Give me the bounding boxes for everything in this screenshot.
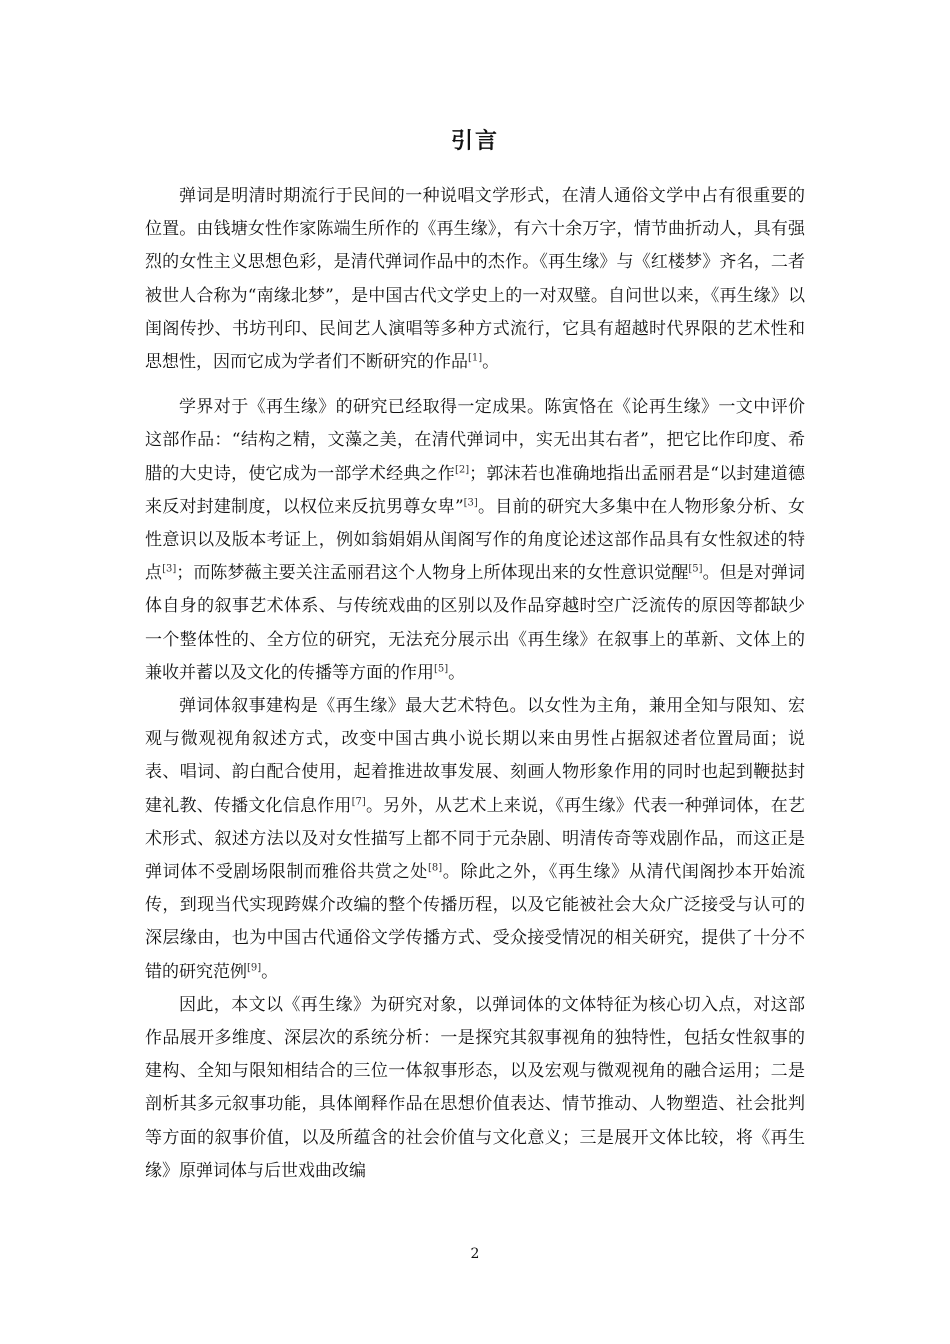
citation-ref[interactable]: [1] xyxy=(468,352,483,364)
text-run: 。目前的研究大多集中在人物形象分析、女性意识以及版本考证上，例如翁娟娟从闺阁写作的角度论述这部作品具有女性叙述的特点 xyxy=(145,496,805,584)
text-run: 。 xyxy=(261,961,279,982)
citation-ref[interactable]: [7] xyxy=(351,796,366,807)
paragraph-2 xyxy=(145,391,805,690)
text-run: 。 xyxy=(448,662,466,683)
citation-ref[interactable]: [2] xyxy=(454,463,470,475)
text-run: 学界对于《再生缘》的研究已经取得一定成果。陈寅恪在《论再生缘》一文中评价这部作品：“结构之精，文藻之美，在清代弹词中，实无出其右者”，把它比作印度、希腊的大史诗，使它成为一部学术经典之作 xyxy=(145,397,805,484)
page-number: 2 xyxy=(470,1246,480,1262)
paragraph-4 xyxy=(145,989,805,1188)
citation-ref[interactable]: [3] xyxy=(463,497,478,509)
text-run: 。除此之外，《再生缘》从清代闺阁抄本开始流传，到现当代实现跨媒介改编的整个传播历程，以及它能被社会大众广泛接受与认可的深层缘由，也为中国古代通俗文学传播方式、受众接受情况的相关研究，提供了十分不错的研究范例 xyxy=(145,862,805,982)
citation-ref[interactable]: [5] xyxy=(688,563,703,575)
paragraph-1 xyxy=(145,180,805,379)
text-run: 弹词体叙事建构是《再生缘》最大艺术特色。以女性为主角，兼用全知与限知、宏观与微观视角叙述方式，改变中国古典小说长期以来由男性占据叙述者位置局面；说表、唱词、韵白配合使用，起着推进故事发展、刻画人物形象作用的同时也起到鞭挞封建礼教、传播文化信息作用 xyxy=(145,696,805,816)
text-run: 。 xyxy=(482,352,500,373)
citation-ref[interactable]: [8] xyxy=(427,862,443,874)
text-run: ；而陈梦薇主要关注孟丽君这个人物身上所体现出来的女性意识觉醒 xyxy=(176,563,689,584)
text-run: 。另外，从艺术上来说，《再生缘》代表一种弹词体，在艺术形式、叙述方法以及对女性描写上都不同于元杂剧、明清传奇等戏剧作品，而这正是弹词体不受剧场限制而雅俗共赏之处 xyxy=(145,795,806,883)
text-run: 弹词是明清时期流行于民间的一种说唱文学形式，在清人通俗文学中占有很重要的位置。由钱塘女性作家陈端生所作的《再生缘》，有六十余万字，情节曲折动人，具有强烈的女性主义思想色彩，是清代弹词作品中的杰作。《再生缘》与《红楼梦》齐名，二者被世人合称为“南缘北梦”，是中国古代文学史上的一对双璧。自问世以来，《再生缘》以闺阁传抄、书坊刊印、民间艺人演唱等多种方式流行，它具有超越时代界限的艺术性和思想性，因而它成为学者们不断研究的作品 xyxy=(145,186,805,373)
section-title: 引言 xyxy=(450,129,499,154)
citation-ref[interactable]: [5] xyxy=(434,663,449,675)
body-text xyxy=(145,180,805,1188)
text-run: ；郭沫若也准确地指出孟丽君是“以封建道德来反对封建制度，以权位来反抗男尊女卑” xyxy=(145,463,805,517)
citation-ref[interactable]: [9] xyxy=(247,962,262,974)
paragraph-3 xyxy=(145,690,805,989)
text-run: 。但是对弹词体自身的叙事艺术体系、与传统戏曲的区别以及作品穿越时空广泛流传的原因等都缺少一个整体性的、全方位的研究，无法充分展示出《再生缘》在叙事上的革新、文体上的兼收并蓄以及文化的传播等方面的作用 xyxy=(145,563,806,683)
text-run: 因此，本文以《再生缘》为研究对象，以弹词体的文体特征为核心切入点，对这部作品展开多维度、深层次的系统分析：一是探究其叙事视角的独特性，包括女性叙事的建构、全知与限知相结合的三位一体叙事形态，以及宏观与微观视角的融合运用；二是剖析其多元叙事功能，具体阐释作品在思想价值表达、情节推动、人物塑造、社会批判等方面的叙事价值，以及所蕴含的社会价值与文化意义；三是展开文体比较，将《再生缘》原弹词体与后世戏曲改编 xyxy=(145,994,805,1181)
citation-ref[interactable]: [3] xyxy=(162,563,177,575)
